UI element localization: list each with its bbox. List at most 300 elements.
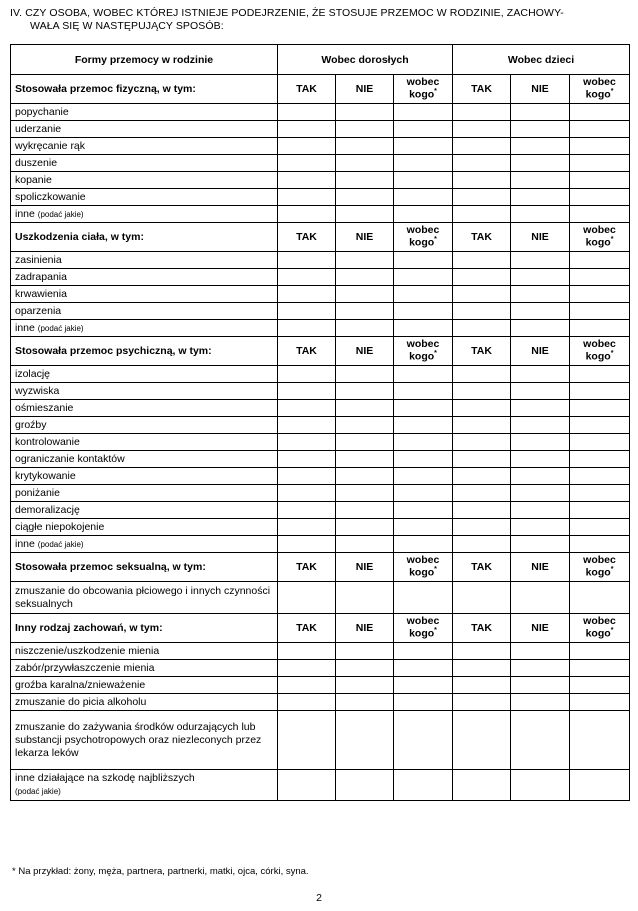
footnote-marker: * <box>610 88 614 96</box>
specify-note: (podać jakie) <box>37 210 84 219</box>
wobec-kogo-header <box>394 75 453 104</box>
tak-header: TAK <box>278 75 336 104</box>
answer-cell[interactable] <box>453 138 511 155</box>
page-number: 2 <box>316 892 322 904</box>
section-row <box>11 553 630 582</box>
answer-cell[interactable] <box>453 536 511 553</box>
answer-cell[interactable] <box>394 269 453 286</box>
item-text: zadrapania <box>15 271 67 283</box>
item-text: inne <box>15 538 35 550</box>
answer-cell[interactable] <box>570 303 630 320</box>
answer-cell[interactable] <box>278 104 336 121</box>
answer-cell[interactable] <box>570 694 630 711</box>
answer-cell[interactable] <box>511 643 570 660</box>
item-label <box>11 694 278 711</box>
kogo-label: kogo <box>409 627 435 640</box>
answer-cell[interactable] <box>453 417 511 434</box>
answer-cell[interactable] <box>394 536 453 553</box>
answer-cell[interactable] <box>394 104 453 121</box>
nie-header: NIE <box>336 553 394 582</box>
specify-note: (podać jakie) <box>15 787 61 796</box>
answer-cell[interactable] <box>278 303 336 320</box>
kogo-label: kogo <box>409 350 435 363</box>
answer-cell[interactable] <box>511 485 570 502</box>
item-text: groźby <box>15 419 47 431</box>
answer-cell[interactable] <box>511 172 570 189</box>
answer-cell[interactable] <box>453 468 511 485</box>
answer-cell[interactable] <box>453 434 511 451</box>
item-label <box>11 104 278 121</box>
answer-cell[interactable] <box>511 252 570 269</box>
list-item <box>11 519 630 536</box>
answer-cell[interactable] <box>278 770 336 801</box>
answer-cell[interactable] <box>336 383 394 400</box>
answer-cell[interactable] <box>394 582 453 614</box>
item-label <box>11 582 278 614</box>
list-item <box>11 660 630 677</box>
answer-cell[interactable] <box>511 711 570 770</box>
item-label <box>11 121 278 138</box>
wobec-label: wobec <box>583 615 616 628</box>
wobec-kogo-header <box>394 337 453 366</box>
answer-cell[interactable] <box>453 269 511 286</box>
list-item <box>11 711 630 770</box>
answer-cell[interactable] <box>278 189 336 206</box>
wobec-kogo-header <box>394 223 453 252</box>
answer-cell[interactable] <box>570 121 630 138</box>
answer-cell[interactable] <box>336 121 394 138</box>
section-title: Stosowała przemoc seksualną, w tym: <box>11 553 278 582</box>
footnote-marker: * <box>434 88 437 96</box>
answer-cell[interactable] <box>511 269 570 286</box>
answer-cell[interactable] <box>570 189 630 206</box>
footnote-marker: * <box>434 350 437 358</box>
item-label <box>11 643 278 660</box>
answer-cell[interactable] <box>511 383 570 400</box>
answer-cell[interactable] <box>336 366 394 383</box>
wobec-label: wobec <box>406 554 440 567</box>
answer-cell[interactable] <box>394 189 453 206</box>
answer-cell[interactable] <box>511 206 570 223</box>
answer-cell[interactable] <box>336 189 394 206</box>
answer-cell[interactable] <box>278 582 336 614</box>
wobec-label: wobec <box>406 615 440 628</box>
answer-cell[interactable] <box>511 770 570 801</box>
answer-cell[interactable] <box>394 138 453 155</box>
section-heading <box>10 7 630 33</box>
answer-cell[interactable] <box>336 468 394 485</box>
item-text: zmuszanie do picia alkoholu <box>15 696 147 708</box>
section-title: Uszkodzenia ciała, w tym: <box>11 223 278 252</box>
list-item <box>11 451 630 468</box>
answer-cell[interactable] <box>394 660 453 677</box>
answer-cell[interactable] <box>511 286 570 303</box>
answer-cell[interactable] <box>278 172 336 189</box>
answer-cell[interactable] <box>511 155 570 172</box>
tak-header: TAK <box>453 75 511 104</box>
answer-cell[interactable] <box>336 155 394 172</box>
answer-cell[interactable] <box>394 451 453 468</box>
answer-cell[interactable] <box>570 286 630 303</box>
answer-cell[interactable] <box>453 643 511 660</box>
answer-cell[interactable] <box>336 104 394 121</box>
answer-cell[interactable] <box>278 121 336 138</box>
list-item <box>11 468 630 485</box>
answer-cell[interactable] <box>511 104 570 121</box>
answer-cell[interactable] <box>453 770 511 801</box>
answer-cell[interactable] <box>511 434 570 451</box>
tak-header: TAK <box>453 614 511 643</box>
answer-cell[interactable] <box>394 485 453 502</box>
answer-cell[interactable] <box>336 519 394 536</box>
list-item <box>11 172 630 189</box>
item-label <box>11 536 278 553</box>
answer-cell[interactable] <box>278 694 336 711</box>
specify-note: (podać jakie) <box>37 540 84 549</box>
wobec-label: wobec <box>406 76 440 89</box>
answer-cell[interactable] <box>336 138 394 155</box>
tak-header: TAK <box>453 337 511 366</box>
header-adults: Wobec dorosłych <box>278 45 453 75</box>
answer-cell[interactable] <box>336 770 394 801</box>
answer-cell[interactable] <box>511 536 570 553</box>
item-label <box>11 660 278 677</box>
answer-cell[interactable] <box>278 434 336 451</box>
nie-header: NIE <box>336 223 394 252</box>
answer-cell[interactable] <box>394 434 453 451</box>
list-item <box>11 485 630 502</box>
answer-cell[interactable] <box>453 206 511 223</box>
answer-cell[interactable] <box>394 643 453 660</box>
answer-cell[interactable] <box>394 303 453 320</box>
nie-header: NIE <box>336 614 394 643</box>
item-label <box>11 172 278 189</box>
answer-cell[interactable] <box>570 400 630 417</box>
answer-cell[interactable] <box>336 252 394 269</box>
answer-cell[interactable] <box>570 677 630 694</box>
answer-cell[interactable] <box>570 383 630 400</box>
answer-cell[interactable] <box>336 582 394 614</box>
answer-cell[interactable] <box>394 417 453 434</box>
heading-line-1: IV. CZY OSOBA, WOBEC KTÓREJ ISTNIEJE PODEJRZENIE, ŻE STOSUJE PRZEMOC W RODZINIE, ZACHOWY- <box>10 7 564 19</box>
item-label <box>11 519 278 536</box>
answer-cell[interactable] <box>278 451 336 468</box>
item-text: ośmieszanie <box>15 402 74 414</box>
list-item <box>11 104 630 121</box>
list-item <box>11 366 630 383</box>
answer-cell[interactable] <box>570 320 630 337</box>
answer-cell[interactable] <box>511 303 570 320</box>
footnote-marker: * <box>610 627 614 635</box>
answer-cell[interactable] <box>453 485 511 502</box>
answer-cell[interactable] <box>453 677 511 694</box>
answer-cell[interactable] <box>394 121 453 138</box>
answer-cell[interactable] <box>570 252 630 269</box>
answer-cell[interactable] <box>511 468 570 485</box>
answer-cell[interactable] <box>570 519 630 536</box>
answer-cell[interactable] <box>453 660 511 677</box>
answer-cell[interactable] <box>278 286 336 303</box>
answer-cell[interactable] <box>570 711 630 770</box>
nie-header: NIE <box>511 553 570 582</box>
answer-cell[interactable] <box>336 660 394 677</box>
answer-cell[interactable] <box>336 400 394 417</box>
answer-cell[interactable] <box>570 660 630 677</box>
answer-cell[interactable] <box>394 320 453 337</box>
item-text: demoralizację <box>15 504 80 516</box>
item-label <box>11 286 278 303</box>
item-label <box>11 485 278 502</box>
heading-line-2: WAŁA SIĘ W NASTĘPUJĄCY SPOSÓB: <box>30 20 224 32</box>
item-text: uderzanie <box>15 123 62 135</box>
list-item <box>11 417 630 434</box>
item-text: wyzwiska <box>15 385 60 397</box>
answer-cell[interactable] <box>453 711 511 770</box>
nie-header: NIE <box>336 337 394 366</box>
answer-cell[interactable] <box>394 252 453 269</box>
answer-cell[interactable] <box>278 269 336 286</box>
answer-cell[interactable] <box>278 468 336 485</box>
wobec-kogo-header <box>570 223 630 252</box>
answer-cell[interactable] <box>570 643 630 660</box>
item-label <box>11 269 278 286</box>
answer-cell[interactable] <box>336 172 394 189</box>
item-text: groźba karalna/znieważenie <box>15 679 146 691</box>
item-text: duszenie <box>15 157 58 169</box>
footnote-marker: * <box>610 350 614 358</box>
answer-cell[interactable] <box>453 189 511 206</box>
answer-cell[interactable] <box>570 206 630 223</box>
answer-cell[interactable] <box>394 677 453 694</box>
wobec-kogo-header <box>570 614 630 643</box>
answer-cell[interactable] <box>453 519 511 536</box>
list-item <box>11 320 630 337</box>
answer-cell[interactable] <box>511 660 570 677</box>
answer-cell[interactable] <box>278 502 336 519</box>
wobec-label: wobec <box>583 338 616 351</box>
answer-cell[interactable] <box>278 660 336 677</box>
wobec-kogo-header <box>570 553 630 582</box>
answer-cell[interactable] <box>570 269 630 286</box>
answer-cell[interactable] <box>336 502 394 519</box>
section-row <box>11 75 630 104</box>
list-item <box>11 286 630 303</box>
answer-cell[interactable] <box>453 303 511 320</box>
answer-cell[interactable] <box>511 582 570 614</box>
list-item <box>11 502 630 519</box>
item-label <box>11 189 278 206</box>
answer-cell[interactable] <box>394 172 453 189</box>
answer-cell[interactable] <box>570 417 630 434</box>
answer-cell[interactable] <box>336 303 394 320</box>
answer-cell[interactable] <box>394 694 453 711</box>
answer-cell[interactable] <box>336 206 394 223</box>
specify-note: (podać jakie) <box>37 324 84 333</box>
section-row <box>11 337 630 366</box>
answer-cell[interactable] <box>336 320 394 337</box>
answer-cell[interactable] <box>278 643 336 660</box>
answer-cell[interactable] <box>394 468 453 485</box>
answer-cell[interactable] <box>511 677 570 694</box>
answer-cell[interactable] <box>570 366 630 383</box>
list-item <box>11 269 630 286</box>
answer-cell[interactable] <box>511 189 570 206</box>
violence-forms-table <box>10 44 630 801</box>
item-label <box>11 320 278 337</box>
answer-cell[interactable] <box>453 694 511 711</box>
answer-cell[interactable] <box>336 286 394 303</box>
answer-cell[interactable] <box>278 155 336 172</box>
answer-cell[interactable] <box>453 400 511 417</box>
kogo-label: kogo <box>409 566 435 579</box>
answer-cell[interactable] <box>570 770 630 801</box>
answer-cell[interactable] <box>511 502 570 519</box>
answer-cell[interactable] <box>453 451 511 468</box>
answer-cell[interactable] <box>336 677 394 694</box>
item-text: popychanie <box>15 106 69 118</box>
answer-cell[interactable] <box>511 694 570 711</box>
item-label <box>11 366 278 383</box>
answer-cell[interactable] <box>394 519 453 536</box>
header-forms: Formy przemocy w rodzinie <box>11 45 278 75</box>
answer-cell[interactable] <box>570 155 630 172</box>
answer-cell[interactable] <box>570 582 630 614</box>
answer-cell[interactable] <box>394 711 453 770</box>
answer-cell[interactable] <box>336 434 394 451</box>
wobec-label: wobec <box>583 76 616 89</box>
answer-cell[interactable] <box>453 320 511 337</box>
answer-cell[interactable] <box>336 694 394 711</box>
answer-cell[interactable] <box>511 451 570 468</box>
answer-cell[interactable] <box>570 104 630 121</box>
answer-cell[interactable] <box>453 582 511 614</box>
answer-cell[interactable] <box>394 383 453 400</box>
item-label <box>11 155 278 172</box>
answer-cell[interactable] <box>336 451 394 468</box>
item-text: wykręcanie rąk <box>15 140 86 152</box>
kogo-label: kogo <box>585 627 611 640</box>
answer-cell[interactable] <box>570 536 630 553</box>
answer-cell[interactable] <box>394 206 453 223</box>
section-row <box>11 223 630 252</box>
answer-cell[interactable] <box>278 485 336 502</box>
tak-header: TAK <box>278 223 336 252</box>
kogo-label: kogo <box>585 350 611 363</box>
answer-cell[interactable] <box>511 320 570 337</box>
item-text: niszczenie/uszkodzenie mienia <box>15 645 160 657</box>
answer-cell[interactable] <box>278 417 336 434</box>
answer-cell[interactable] <box>453 172 511 189</box>
answer-cell[interactable] <box>394 286 453 303</box>
item-label <box>11 303 278 320</box>
answer-cell[interactable] <box>278 252 336 269</box>
answer-cell[interactable] <box>453 252 511 269</box>
answer-cell[interactable] <box>278 320 336 337</box>
answer-cell[interactable] <box>394 400 453 417</box>
tak-header: TAK <box>453 553 511 582</box>
item-text: zmuszanie do zażywania środków odurzających lub substancji psychotropowych oraz niezleconych przez lekarza leków <box>15 720 262 759</box>
answer-cell[interactable] <box>511 519 570 536</box>
answer-cell[interactable] <box>453 366 511 383</box>
answer-cell[interactable] <box>278 383 336 400</box>
answer-cell[interactable] <box>394 770 453 801</box>
answer-cell[interactable] <box>278 519 336 536</box>
answer-cell[interactable] <box>278 400 336 417</box>
nie-header: NIE <box>511 614 570 643</box>
answer-cell[interactable] <box>511 417 570 434</box>
section-title: Inny rodzaj zachowań, w tym: <box>11 614 278 643</box>
item-label <box>11 206 278 223</box>
item-text: ograniczanie kontaktów <box>15 453 125 465</box>
answer-cell[interactable] <box>394 155 453 172</box>
answer-cell[interactable] <box>570 502 630 519</box>
answer-cell[interactable] <box>278 536 336 553</box>
list-item <box>11 677 630 694</box>
answer-cell[interactable] <box>453 104 511 121</box>
answer-cell[interactable] <box>570 434 630 451</box>
wobec-label: wobec <box>583 554 616 567</box>
answer-cell[interactable] <box>511 400 570 417</box>
section-title: Stosowała przemoc fizyczną, w tym: <box>11 75 278 104</box>
answer-cell[interactable] <box>453 502 511 519</box>
list-item <box>11 694 630 711</box>
answer-cell[interactable] <box>570 172 630 189</box>
answer-cell[interactable] <box>336 485 394 502</box>
list-item <box>11 138 630 155</box>
answer-cell[interactable] <box>278 138 336 155</box>
answer-cell[interactable] <box>394 366 453 383</box>
item-label <box>11 451 278 468</box>
answer-cell[interactable] <box>394 502 453 519</box>
answer-cell[interactable] <box>570 138 630 155</box>
answer-cell[interactable] <box>570 485 630 502</box>
footnote-marker: * <box>610 236 614 244</box>
tak-header: TAK <box>278 553 336 582</box>
item-text: krwawienia <box>15 288 67 300</box>
answer-cell[interactable] <box>278 206 336 223</box>
item-text: zabór/przywłaszczenie mienia <box>15 662 155 674</box>
answer-cell[interactable] <box>336 269 394 286</box>
answer-cell[interactable] <box>453 286 511 303</box>
answer-cell[interactable] <box>570 468 630 485</box>
answer-cell[interactable] <box>511 138 570 155</box>
answer-cell[interactable] <box>278 711 336 770</box>
list-item <box>11 303 630 320</box>
answer-cell[interactable] <box>453 121 511 138</box>
tak-header: TAK <box>278 337 336 366</box>
wobec-kogo-header <box>394 614 453 643</box>
list-item <box>11 434 630 451</box>
answer-cell[interactable] <box>336 711 394 770</box>
item-text: inne <box>15 208 35 220</box>
answer-cell[interactable] <box>453 155 511 172</box>
section-row <box>11 614 630 643</box>
answer-cell[interactable] <box>453 383 511 400</box>
answer-cell[interactable] <box>278 677 336 694</box>
item-label <box>11 502 278 519</box>
list-item <box>11 643 630 660</box>
answer-cell[interactable] <box>336 643 394 660</box>
answer-cell[interactable] <box>511 121 570 138</box>
answer-cell[interactable] <box>570 451 630 468</box>
answer-cell[interactable] <box>511 366 570 383</box>
answer-cell[interactable] <box>278 366 336 383</box>
footnote-marker: * <box>434 566 437 574</box>
item-text: kontrolowanie <box>15 436 80 448</box>
answer-cell[interactable] <box>336 417 394 434</box>
answer-cell[interactable] <box>336 536 394 553</box>
table-header-row <box>11 45 630 75</box>
